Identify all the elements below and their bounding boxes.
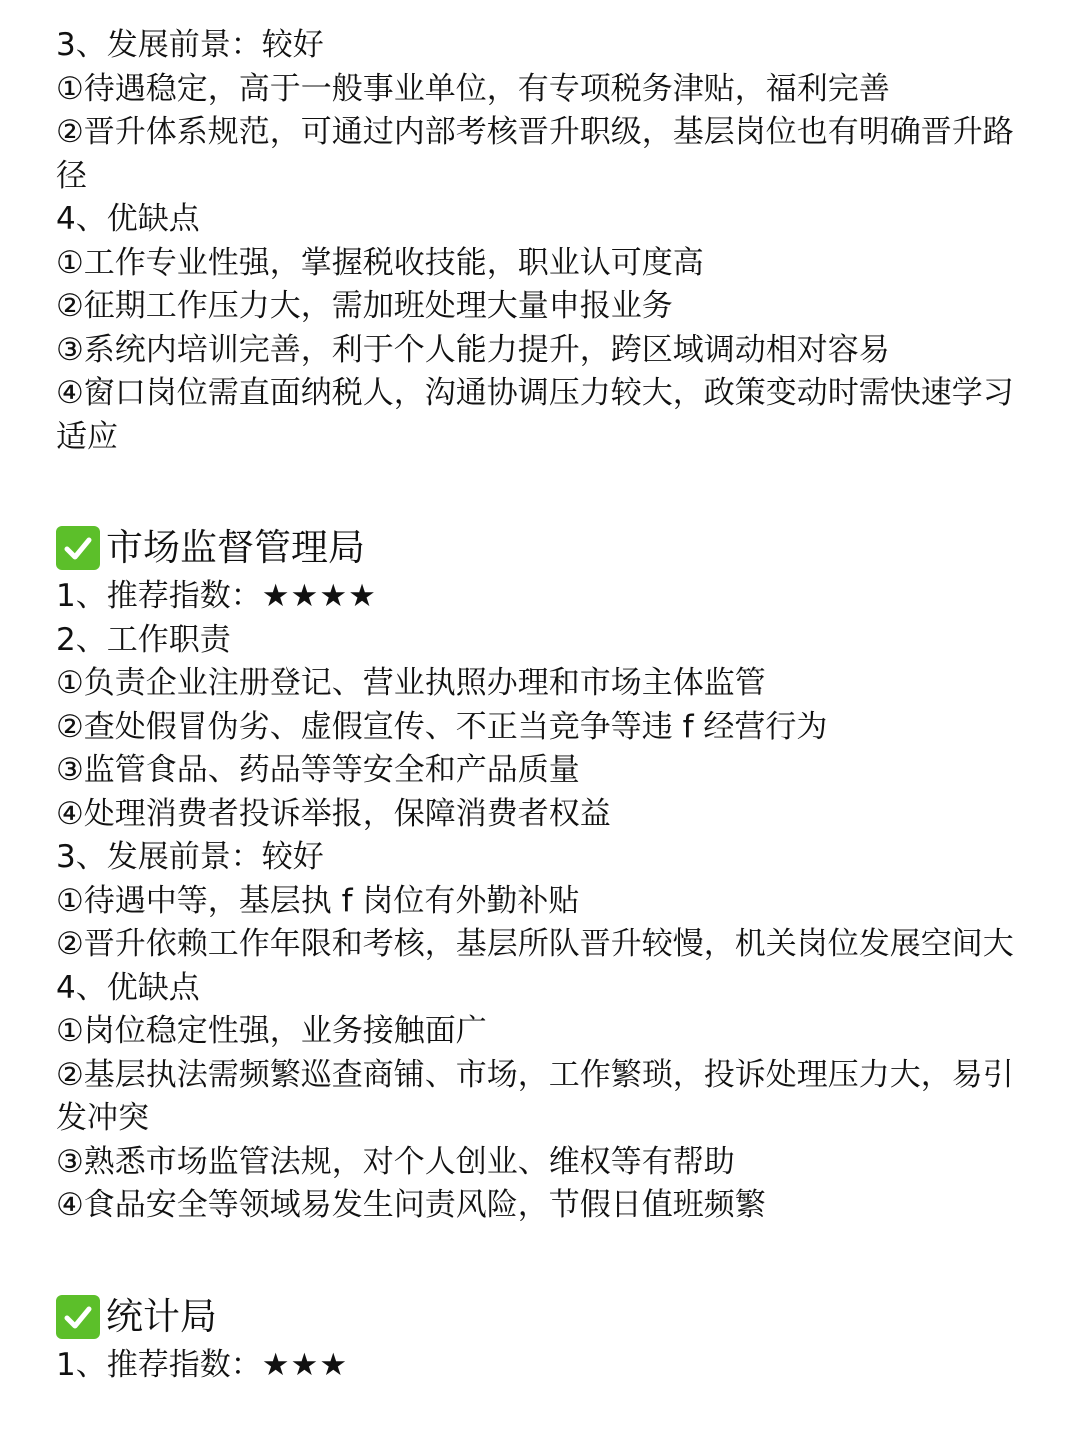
document-body	[56, 24, 1026, 1387]
outlook-heading: 3、发展前景：较好	[56, 839, 324, 875]
section-title-text: 市场监督管理局	[106, 526, 365, 569]
duty-item: ③监管食品、药品等等安全和产品质量	[56, 752, 580, 788]
outlook-item: ②晋升体系规范，可通过内部考核晋升职级，基层岗位也有明确晋升路径	[56, 114, 1014, 194]
section-spacer	[56, 1228, 1026, 1292]
proscons-item: ③熟悉市场监管法规，对个人创业、维权等有帮助	[56, 1143, 735, 1180]
section-title-stats	[56, 1292, 1026, 1342]
proscons-item: ③系统内培训完善，利于个人能力提升，跨区域调动相对容易	[56, 331, 890, 368]
duty-item: ④处理消费者投诉举报，保障消费者权益	[56, 795, 611, 832]
proscons-item: ②基层执法需频繁巡查商铺、市场，工作繁琐，投诉处理压力大，易引发冲突	[56, 1056, 1014, 1136]
proscons-item: ①岗位稳定性强，业务接触面广	[56, 1013, 487, 1049]
section-title-text: 统计局	[106, 1294, 217, 1338]
rating-line	[56, 1344, 1026, 1388]
proscons-heading: 4、优缺点	[56, 201, 200, 237]
check-mark-icon	[56, 526, 100, 570]
rating-label: 1、推荐指数：	[56, 1346, 262, 1383]
duties-heading: 2、工作职责	[56, 621, 231, 658]
check-mark-icon	[56, 1295, 100, 1339]
outlook-item: ②晋升依赖工作年限和考核，基层所队晋升较慢，机关岗位发展空间大	[56, 926, 1014, 962]
rating-stars: ★★★	[261, 1346, 349, 1383]
rating-line	[56, 575, 1026, 619]
proscons-item: ②征期工作压力大，需加班处理大量申报业务	[56, 288, 673, 324]
outlook-heading: 3、发展前景：较好	[56, 27, 324, 63]
proscons-heading: 4、优缺点	[56, 969, 200, 1006]
proscons-item: ④窗口岗位需直面纳税人，沟通协调压力较大，政策变动时需快速学习适应	[56, 375, 1014, 455]
rating-stars: ★★★★	[261, 578, 377, 614]
section-spacer	[56, 459, 1026, 523]
outlook-item: ①待遇稳定，高于一般事业单位，有专项税务津贴，福利完善	[56, 70, 890, 107]
proscons-item: ①工作专业性强，掌握税收技能，职业认可度高	[56, 244, 704, 281]
duty-item: ②查处假冒伪劣、虚假宣传、不正当竞争等违 f 经营行为	[56, 708, 828, 745]
rating-label: 1、推荐指数：	[56, 578, 262, 614]
section-title-market	[56, 523, 1026, 573]
duty-item: ①负责企业注册登记、营业执照办理和市场主体监管	[56, 665, 766, 701]
proscons-item: ④食品安全等领域易发生问责风险，节假日值班频繁	[56, 1187, 766, 1223]
outlook-item: ①待遇中等，基层执 f 岗位有外勤补贴	[56, 882, 580, 919]
